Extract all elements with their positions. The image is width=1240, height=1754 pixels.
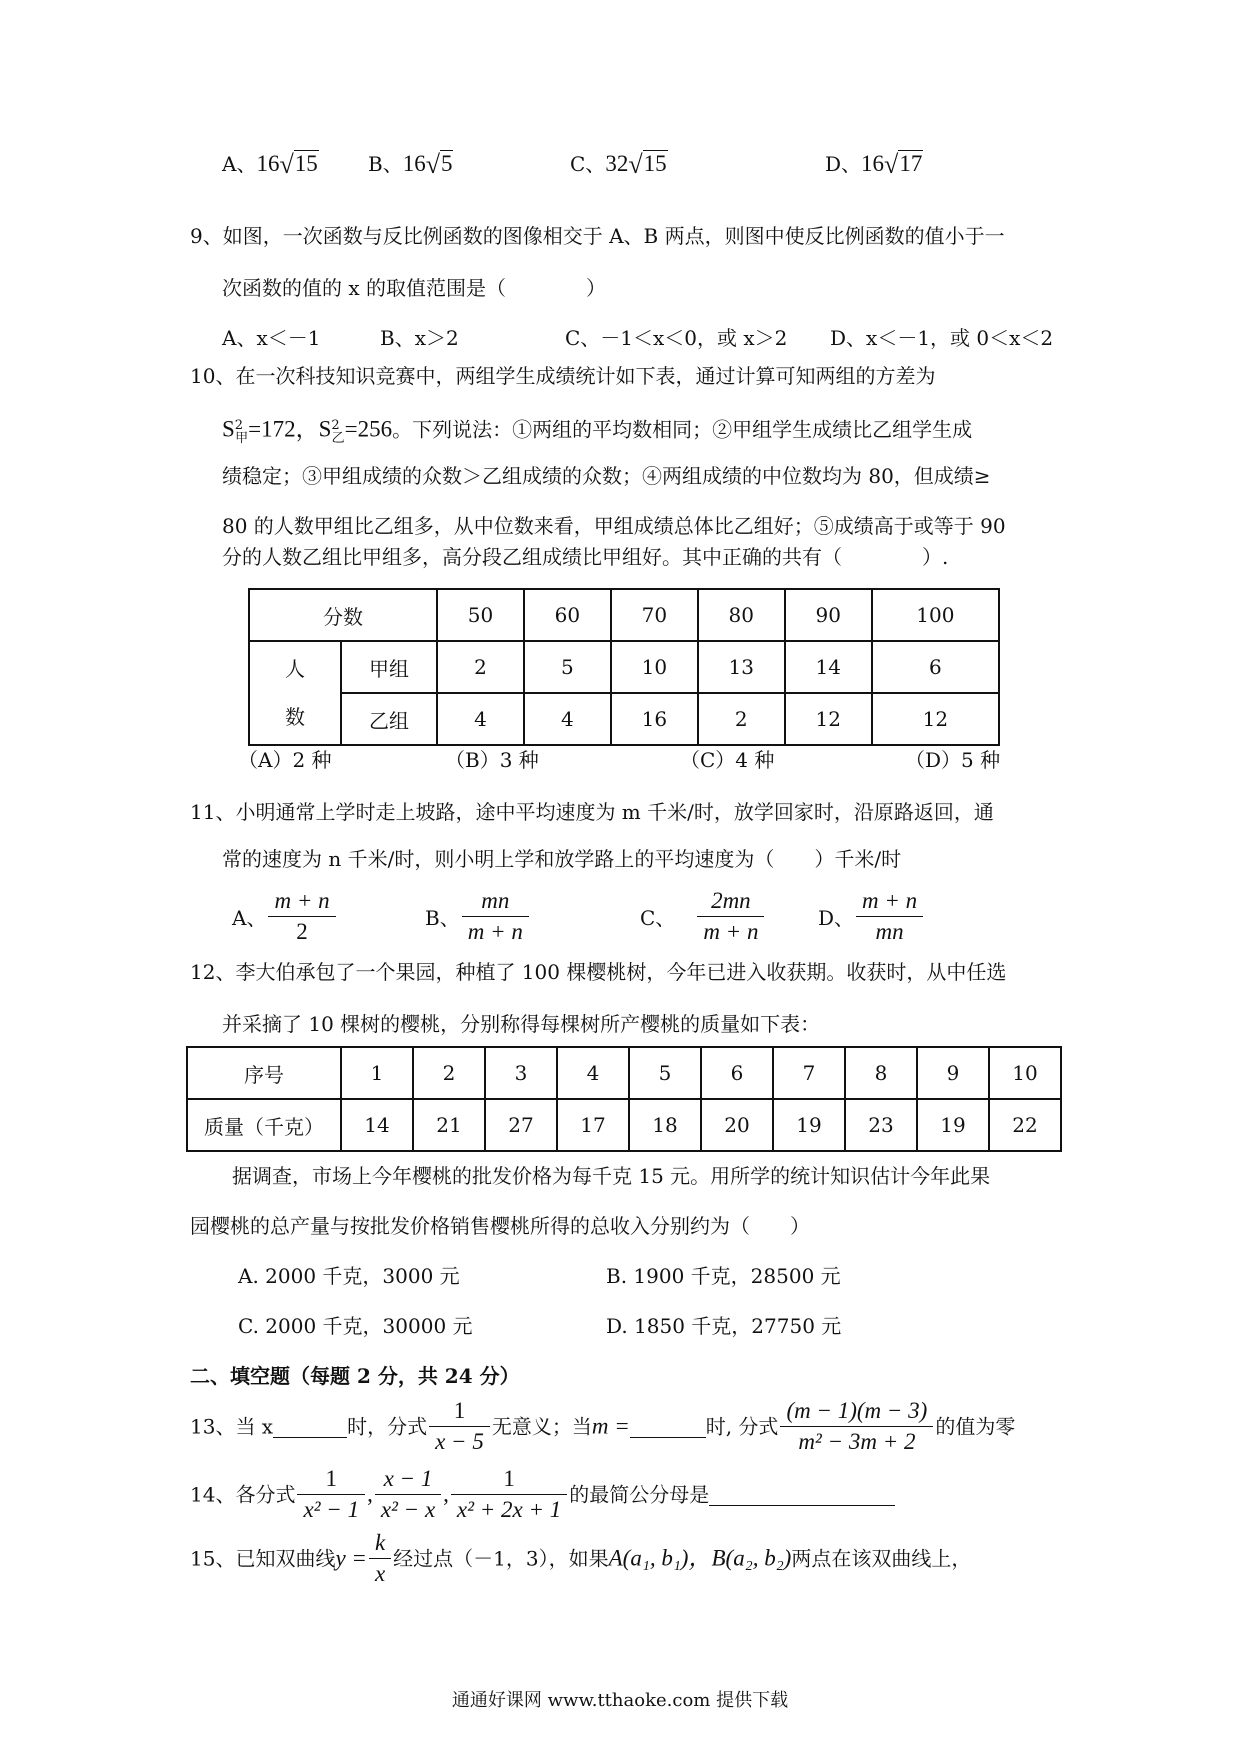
table-cell: 7 — [773, 1047, 845, 1099]
table-cell: 3 — [485, 1047, 557, 1099]
q12-line-4: 园樱桃的总产量与按批发价格销售樱桃所得的总收入分别约为（ ） — [190, 1214, 810, 1238]
q10-line-5: 分的人数乙组比甲组多，高分段乙组成绩比甲组好。其中正确的共有（ ）. — [222, 545, 949, 569]
table-side-label: 人 数 — [249, 641, 341, 745]
table-cell: 4 — [524, 693, 611, 745]
table-header-cell: 60 — [524, 589, 611, 641]
q11-line-2: 常的速度为 n 千米/时，则小明上学和放学路上的平均速度为（ ）千米/时 — [222, 847, 902, 871]
q11-option-d: D、 $\frac{m + n}{mn}$ — [818, 888, 925, 945]
table-cell: 16 — [611, 693, 698, 745]
q12-option-b: B. 1900 千克，28500 元 — [606, 1264, 841, 1288]
q10-line-1: 10、在一次科技知识竞赛中，两组学生成绩统计如下表，通过计算可知两组的方差为 — [190, 364, 936, 388]
table-cell: 14 — [341, 1099, 413, 1151]
q11-option-a: A、 $\frac{m + n}{2}$ — [232, 888, 338, 945]
table-cell: 23 — [845, 1099, 917, 1151]
table-cell: 12 — [785, 693, 872, 745]
table-cell: 27 — [485, 1099, 557, 1151]
table-cell: 4 — [437, 693, 524, 745]
table-cell: 14 — [785, 641, 872, 693]
q12-cherry-table — [186, 1046, 1062, 1152]
fraction: $\frac{m + n}{mn}$ — [856, 888, 923, 945]
fraction: $\frac{(m - 1)(m - 3)}{\text{m² − 3m + 2}}$ — [780, 1398, 933, 1455]
q10-option-d: （D）5 种 — [905, 748, 1001, 772]
sqrt-symbol: √15 — [279, 150, 318, 179]
q14-line: 14、各分式 $\frac{1}{\text{x² − 1}}$ , $\frac{x - 1}{\text{x² − x}}$ , $\frac{1}{\text{x² + 2x + 1}}$ 的最简公分母是 — [190, 1466, 895, 1523]
table-row-label: 序号 — [187, 1047, 341, 1099]
table-row-label: 质量（千克） — [187, 1099, 341, 1151]
q8-option-a: A、16√15 — [222, 150, 318, 179]
table-cell: 10 — [611, 641, 698, 693]
q10-line-4: 80 的人数甲组比乙组多，从中位数来看，甲组成绩总体比乙组好；⑤成绩高于或等于 90 — [222, 514, 1006, 538]
fraction: $\frac{k}{x}$ — [369, 1530, 391, 1587]
q10-score-table — [248, 588, 1000, 746]
fraction: $\frac{2mn}{m + n}$ — [697, 888, 764, 945]
table-cell: 13 — [698, 641, 785, 693]
q10-option-b: （B）3 种 — [445, 748, 539, 772]
table-header-cell: 50 — [437, 589, 524, 641]
q8-option-b: B、16√5 — [368, 150, 453, 179]
fraction: $\frac{1}{x - 5}$ — [429, 1398, 490, 1455]
q12-option-c: C. 2000 千克，30000 元 — [238, 1314, 473, 1338]
section-title: 二、填空题（每题 2 分，共 24 分） — [190, 1364, 520, 1388]
q13-line: 13、当 x 时，分式 $\frac{1}{x - 5}$ 无意义；当m = 时, 分式 $\frac{(m - 1)(m - 3)}{\text{m² − 3m + 2}}$ 的值为零 — [190, 1398, 1016, 1454]
table-cell: 2 — [698, 693, 785, 745]
q9-option-c: C、－1＜x＜0，或 x＞2 — [565, 326, 788, 350]
answer-blank[interactable] — [709, 1483, 895, 1506]
table-cell: 19 — [917, 1099, 989, 1151]
sqrt-symbol: √17 — [884, 150, 923, 179]
table-cell: 1 — [341, 1047, 413, 1099]
answer-blank[interactable] — [273, 1415, 347, 1438]
table-cell: 9 — [917, 1047, 989, 1099]
page-footer: 通通好课网 www.tthaoke.com 提供下载 — [451, 1690, 789, 1711]
table-cell: 8 — [845, 1047, 917, 1099]
q12-option-a: A. 2000 千克，3000 元 — [238, 1264, 460, 1288]
sqrt-symbol: √5 — [425, 150, 453, 179]
table-cell: 2 — [437, 641, 524, 693]
q11-line-1: 11、小明通常上学时走上坡路，途中平均速度为 m 千米/时，放学回家时，沿原路返回，通 — [190, 800, 994, 824]
table-cell: 2 — [413, 1047, 485, 1099]
q11-option-c: C、 $\frac{2mn}{m + n}$ — [640, 888, 766, 945]
q12-line-2: 并采摘了 10 棵树的樱桃，分别称得每棵树所产樱桃的质量如下表： — [222, 1012, 821, 1036]
q11-option-b: B、 $\frac{mn}{m + n}$ — [425, 888, 531, 945]
table-cell: 22 — [989, 1099, 1061, 1151]
fraction: $\frac{m + n}{2}$ — [268, 888, 335, 945]
q9-option-d: D、x＜－1，或 0＜x＜2 — [830, 326, 1054, 350]
q9-option-b: B、x＞2 — [380, 326, 459, 350]
q9-option-a: A、x＜－1 — [222, 326, 321, 350]
table-cell: 18 — [629, 1099, 701, 1151]
q10-line-2: $S^2_甲=172$，$S^2_乙=256$。下列说法：①两组的平均数相同；②甲组学生成绩比乙组学生成 — [222, 416, 973, 446]
fraction: $\frac{x - 1}{\text{x² − x}}$ — [375, 1466, 441, 1523]
q12-line-1: 12、李大伯承包了一个果园，种植了 100 棵樱桃树，今年已进入收获期。收获时，从中任选 — [190, 960, 1007, 984]
table-header-label: 分数 — [249, 589, 437, 641]
table-cell: 21 — [413, 1099, 485, 1151]
q9-line-2: 次函数的值的 x 的取值范围是（ ） — [222, 276, 606, 300]
table-header-cell: 100 — [872, 589, 999, 641]
table-cell: 17 — [557, 1099, 629, 1151]
q10-option-a: （A）2 种 — [238, 748, 332, 772]
fraction: $\frac{1}{\text{x² − 1}}$ — [297, 1466, 365, 1523]
q15-line: 15、已知双曲线y = $\frac{k}{x}$ 经过点（－1，3），如果A(a₁, b₁)，B(a₂, b₂)两点在该双曲线上， — [190, 1530, 972, 1586]
q8-option-d: D、16√17 — [825, 150, 923, 179]
q12-line-3: 据调查，市场上今年樱桃的批发价格为每千克 15 元。用所学的统计知识估计今年此果 — [232, 1164, 991, 1188]
table-cell: 6 — [872, 641, 999, 693]
fraction: $\frac{mn}{m + n}$ — [462, 888, 529, 945]
q9-line-1: 9、如图，一次函数与反比例函数的图像相交于 A、B 两点，则图中使反比例函数的值小于一 — [190, 224, 1005, 248]
q8-option-c: C、32√15 — [570, 150, 667, 179]
table-cell: 4 — [557, 1047, 629, 1099]
table-cell: 5 — [524, 641, 611, 693]
answer-blank[interactable] — [630, 1415, 706, 1438]
table-cell: 6 — [701, 1047, 773, 1099]
table-cell: 19 — [773, 1099, 845, 1151]
table-header-cell: 90 — [785, 589, 872, 641]
fraction: $\frac{1}{\text{x² + 2x + 1}}$ — [451, 1466, 567, 1523]
table-cell: 20 — [701, 1099, 773, 1151]
table-row-label: 甲组 — [341, 641, 437, 693]
q10-line-3: 绩稳定；③甲组成绩的众数＞乙组成绩的众数；④两组成绩的中位数均为 80，但成绩≥ — [222, 464, 991, 488]
table-row-label: 乙组 — [341, 693, 437, 745]
table-cell: 10 — [989, 1047, 1061, 1099]
table-cell: 5 — [629, 1047, 701, 1099]
table-cell: 12 — [872, 693, 999, 745]
q12-option-d: D. 1850 千克，27750 元 — [606, 1314, 842, 1338]
table-header-cell: 80 — [698, 589, 785, 641]
table-header-cell: 70 — [611, 589, 698, 641]
q10-option-c: （C）4 种 — [680, 748, 775, 772]
sqrt-symbol: √15 — [628, 150, 667, 179]
